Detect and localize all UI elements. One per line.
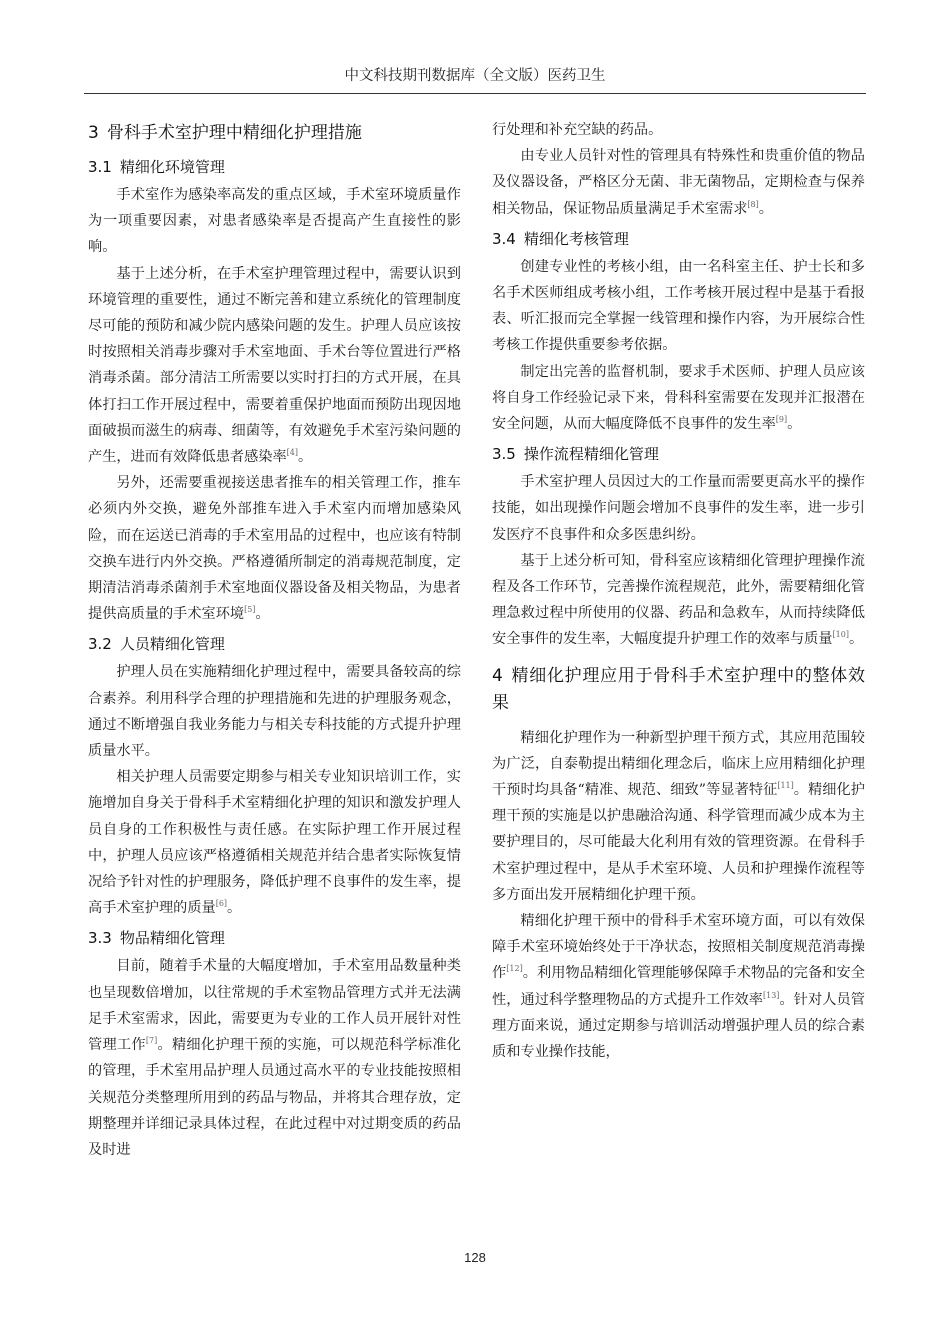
citation: [12]: [506, 964, 523, 974]
section-number: 3: [88, 123, 99, 143]
paragraph-continuation: 行处理和补充空缺的药品。: [492, 122, 663, 138]
section-number: 4: [492, 665, 503, 686]
paragraph-text: 基于上述分析，在手术室护理管理过程中，需要认识到环境管理的重要性，通过不断完善和建立系统化的管理制度尽可能的预防和减少院内感染问题的发生。护理人员应该按时按照相关消毒步骤对手术室地面、手术台等位置进行严格消毒杀菌。部分清洁工所需要以实时打扫的方式开展，在具体打扫工作开展过程中，需要着重保护地面而预防出现因地面破损而滋生的病毒、细菌等，有效避免手术室污染问题的产生，进而有效降低患者感染率: [88, 265, 461, 466]
section-3-2-heading: [88, 632, 461, 656]
paragraph-text: 相关护理人员需要定期参与相关专业知识培训工作，实施增加自身关于骨科手术室精细化护理的知识和激发护理人员自身的工作积极性与责任感。在实际护理工作开展过程中，护理人员应该严格遵循相关规范并结合患者实际恢复情况给予针对性的护理服务，降低护理不良事件的发生率，提高手术室护理的质量: [88, 769, 461, 917]
paragraph: [88, 764, 461, 921]
paragraph-text: 。: [787, 416, 802, 433]
paragraph-text: 。: [758, 200, 773, 217]
paragraph-text: 精细化护理干预中的骨科手术室环境方面，可以有效保障手术室环境始终处于干净状态，按照相关制度规范消毒操作: [492, 913, 865, 982]
section-3-5-heading: [492, 442, 865, 466]
paragraph: [88, 261, 461, 471]
paragraph-text: 目前，随着手术量的大幅度增加，手术室用品数量种类也呈现数倍增加，以往常规的手术室物品管理方式并无法满足手术室需求，因此，需要更为专业的工作人员开展针对性管理工作: [88, 958, 461, 1054]
paragraph: [492, 548, 865, 653]
citation: [7]: [145, 1036, 158, 1046]
paragraph: [88, 953, 461, 1163]
paragraph-text: 另外，还需要重视接送患者推车的相关管理工作，推车必须内外交换，避免外部推车进入手术室内而增加感染风险，而在运送已消毒的手术室用品的过程中，也应该有特制交换车进行内外交换。严格遵循所制定的消毒规范制度，定期清洁消毒杀菌剂手术室地面仪器设备及相关物品，为患者提供高质量的手术室环境: [88, 475, 461, 623]
paragraph: 创建专业性的考核小组，由一名科室主任、护士长和多名手术医师组成考核小组，工作考核开展过程中是基于看报表、听汇报而完全掌握一线管理和操作内容，为开展综合性考核工作提供重要参考依据。: [492, 258, 865, 354]
paragraph: [88, 470, 461, 627]
page-number: 128: [464, 1250, 486, 1265]
section-title: 骨科手术室护理中精细化护理措施: [106, 123, 362, 143]
section-title: 精细化环境管理: [119, 158, 225, 176]
paragraph: [492, 359, 865, 438]
paragraph: 手术室护理人员因过大的工作量而需要更高水平的操作技能，如出现操作问题会增加不良事件的发生率，进一步引发医疗不良事件和众多医患纠纷。: [492, 474, 865, 543]
section-number: 3.5: [492, 445, 516, 464]
section-number: 3.4: [492, 229, 516, 248]
section-title: 精细化考核管理: [523, 229, 629, 248]
section-3-3-heading: [88, 926, 461, 950]
paragraph-text: 精细化护理作为一种新型护理干预方式，其应用范围较为广泛，自泰勒提出精细化理念后，临床上应用精细化护理干预时均具备“精准、规范、细致”等显著特征: [492, 729, 865, 799]
paragraph: 手术室作为感染率高发的重点区域，手术室环境质量作为一项重要因素，对患者感染率是否提高产生直接性的影响。: [88, 187, 461, 256]
section-title: 人员精细化管理: [119, 635, 225, 654]
paragraph-text: 基于上述分析可知，骨科室应该精细化管理护理操作流程及各工作环节，完善操作流程规范，此外，需要精细化管理急救过程中所使用的仪器、药品和急救车，从而持续降低安全事件的发生率，大幅度提升护理工作的效率与质量: [492, 552, 865, 648]
right-column: [492, 117, 865, 1065]
paragraph-text: 制定出完善的监督机制，要求手术医师、护理人员应该将自身工作经验记录下来，骨科科室需要在发现并汇报潜在安全问题，从而大幅度降低不良事件的发生率: [492, 363, 865, 433]
paragraph: 护理人员在实施精细化护理过程中，需要具备较高的综合素养。利用科学合理的护理措施和先进的护理服务观念，通过不断增强自我业务能力与相关专科技能的方式提升护理质量水平。: [88, 664, 461, 760]
left-column: [88, 118, 461, 1163]
paragraph-text: 。精细化护理干预的实施是以护患融洽沟通、科学管理而减少成本为主要护理目的，尽可能最大化利用有效的管理资源。在骨科手术室护理过程中，是从手术室环境、人员和护理操作流程等多方面出发开展精细化护理干预。: [492, 782, 865, 903]
citation: [4]: [286, 448, 298, 458]
citation: [5]: [244, 605, 256, 615]
section-number: 3.1: [88, 158, 112, 176]
citation: [13]: [762, 990, 780, 1000]
paragraph: [492, 725, 865, 908]
citation: [9]: [775, 415, 788, 425]
paragraph-text: 。精细化护理干预的实施，可以规范科学标准化的管理，手术室用品护理人员通过高水平的专业技能按照相关规范分类整理所用到的药品与物品，并将其合理存放，定期整理并详细记录具体过程，在此过程中对过期变质的药品及时进: [88, 1037, 461, 1158]
citation: [10]: [832, 630, 849, 640]
section-3-4-heading: [492, 227, 865, 251]
citation: [8]: [747, 199, 759, 209]
paragraph-text: 。利用物品精细化管理能够保障手术物品的完备和安全性，通过科学整理物品的方式提升工作效率: [492, 965, 865, 1008]
paragraph-text: 。针对人员管理方面来说，通过定期参与培训活动增强护理人员的综合素质和专业操作技能，: [492, 991, 865, 1061]
paragraph-text: 由专业人员针对性的管理具有特殊性和贵重价值的物品及仪器设备，严格区分无菌、非无菌物品，定期检查与保养相关物品，保证物品质量满足手术室需求: [492, 148, 865, 217]
section-title: 精细化护理应用于骨科手术室护理中的整体效果: [492, 665, 865, 713]
paragraph-text: 。: [227, 900, 242, 917]
section-number: 3.3: [88, 929, 112, 948]
citation: [11]: [777, 781, 794, 791]
paragraph: [492, 908, 865, 1065]
section-number: 3.2: [88, 635, 112, 654]
section-4-heading: [492, 663, 865, 717]
section-title: 操作流程精细化管理: [523, 445, 659, 464]
section-3-heading: [88, 120, 461, 147]
paragraph-text: 。: [255, 606, 270, 623]
running-header: 中文科技期刊数据库（全文版）医药卫生: [84, 64, 866, 94]
paragraph: [492, 143, 865, 222]
section-3-1-heading: [88, 155, 461, 179]
paragraph-text: 。: [297, 449, 313, 466]
paragraph-text: 。: [848, 631, 864, 648]
section-title: 物品精细化管理: [119, 929, 225, 948]
citation: [6]: [215, 899, 228, 909]
